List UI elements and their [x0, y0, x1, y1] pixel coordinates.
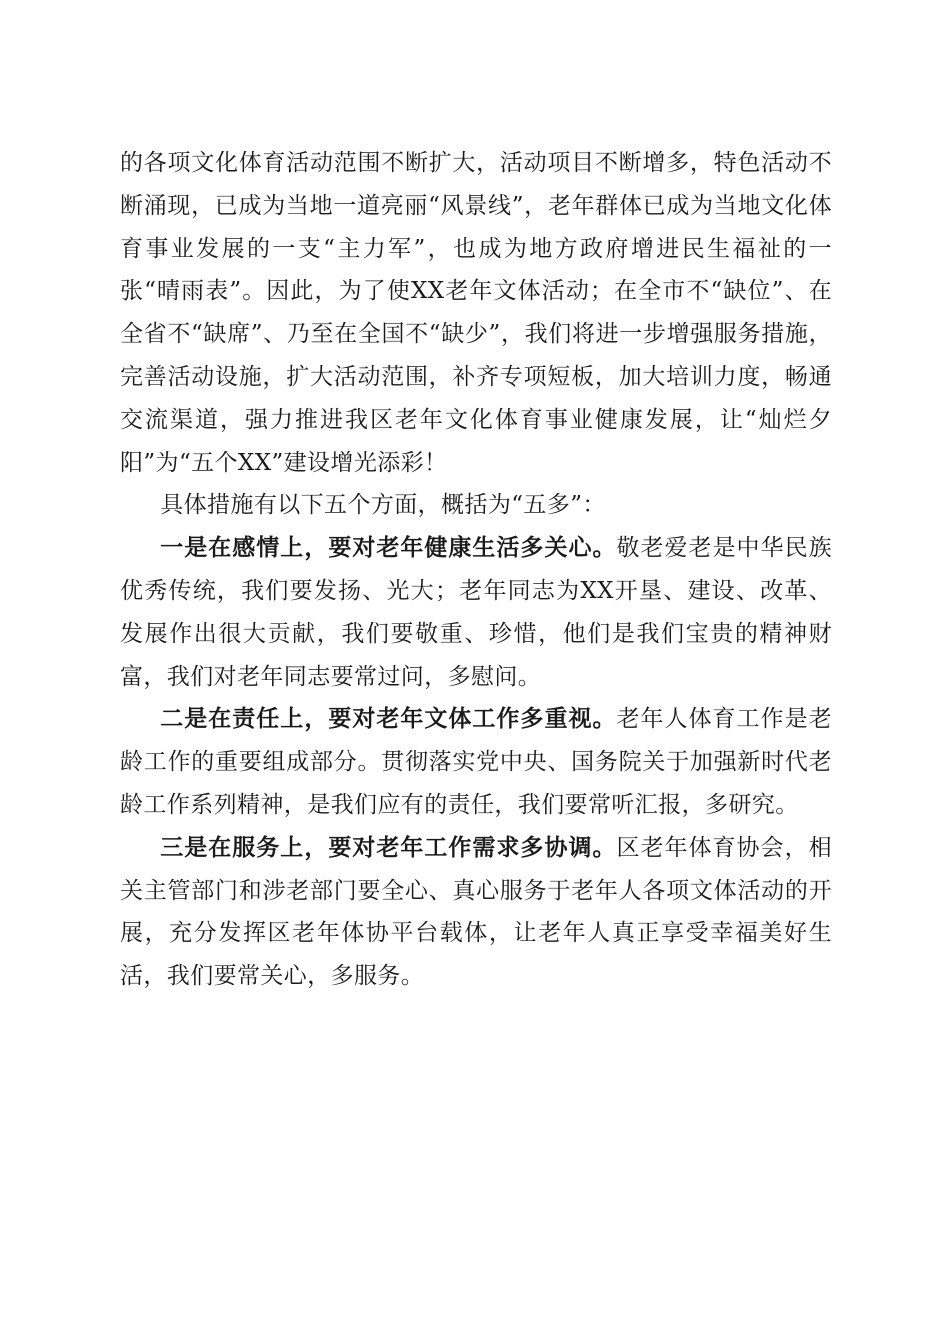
paragraph-text: 区老年体育协会，相关主管部门和涉老部门要全心、真心服务于老年人各项文体活动的开展，充分发挥区老年体协平台载体，让老年人真正享受幸福美好生活，我们要常关心，多服务。: [120, 834, 832, 990]
paragraph-measures-intro: [120, 484, 832, 527]
paragraph-lead-heading: 二是在责任上，要对老年文体工作多重视。: [160, 705, 617, 733]
paragraph-point-two: [120, 698, 832, 826]
paragraph-text: 老年人体育工作是老龄工作的重要组成部分。贯彻落实党中央、国务院关于加强新时代老龄工作系列精神，是我们应有的责任，我们要常听汇报，多研究。: [120, 706, 832, 818]
document-body: [120, 142, 832, 998]
paragraph-text: 敬老爱老是中华民族优秀传统，我们要发扬、光大；老年同志为XX开垦、建设、改革、发展作出很大贡献，我们要敬重、珍惜，他们是我们宝贵的精神财富，我们对老年同志要常过问，多慰问。: [120, 535, 832, 690]
paragraph-lead-heading: 一是在感情上，要对老年健康生活多关心。: [160, 534, 617, 562]
paragraph-text: 的各项文化体育活动范围不断扩大，活动项目不断增多，特色活动不断涌现，已成为当地一道亮丽“风景线”，老年群体已成为当地文化体育事业发展的一支“主力军”，也成为地方政府增进民生福祉的一张“晴雨表”。因此，为了使XX老年文体活动；在全市不“缺位”、在全省不“缺席”、乃至在全国不“缺少”，我们将进一步增强服务措施，完善活动设施，扩大活动范围，补齐专项短板，加大培训力度，畅通交流渠道，强力推进我区老年文化体育事业健康发展，让“灿烂夕阳”为“五个XX”建设增光添彩！: [120, 150, 832, 476]
paragraph-text: 具体措施有以下五个方面，概括为“五多”：: [160, 492, 606, 519]
paragraph-continuation: [120, 142, 832, 484]
paragraph-lead-heading: 三是在服务上，要对老年工作需求多协调。: [160, 833, 617, 861]
paragraph-point-one: [120, 527, 832, 698]
paragraph-point-three: [120, 827, 832, 998]
